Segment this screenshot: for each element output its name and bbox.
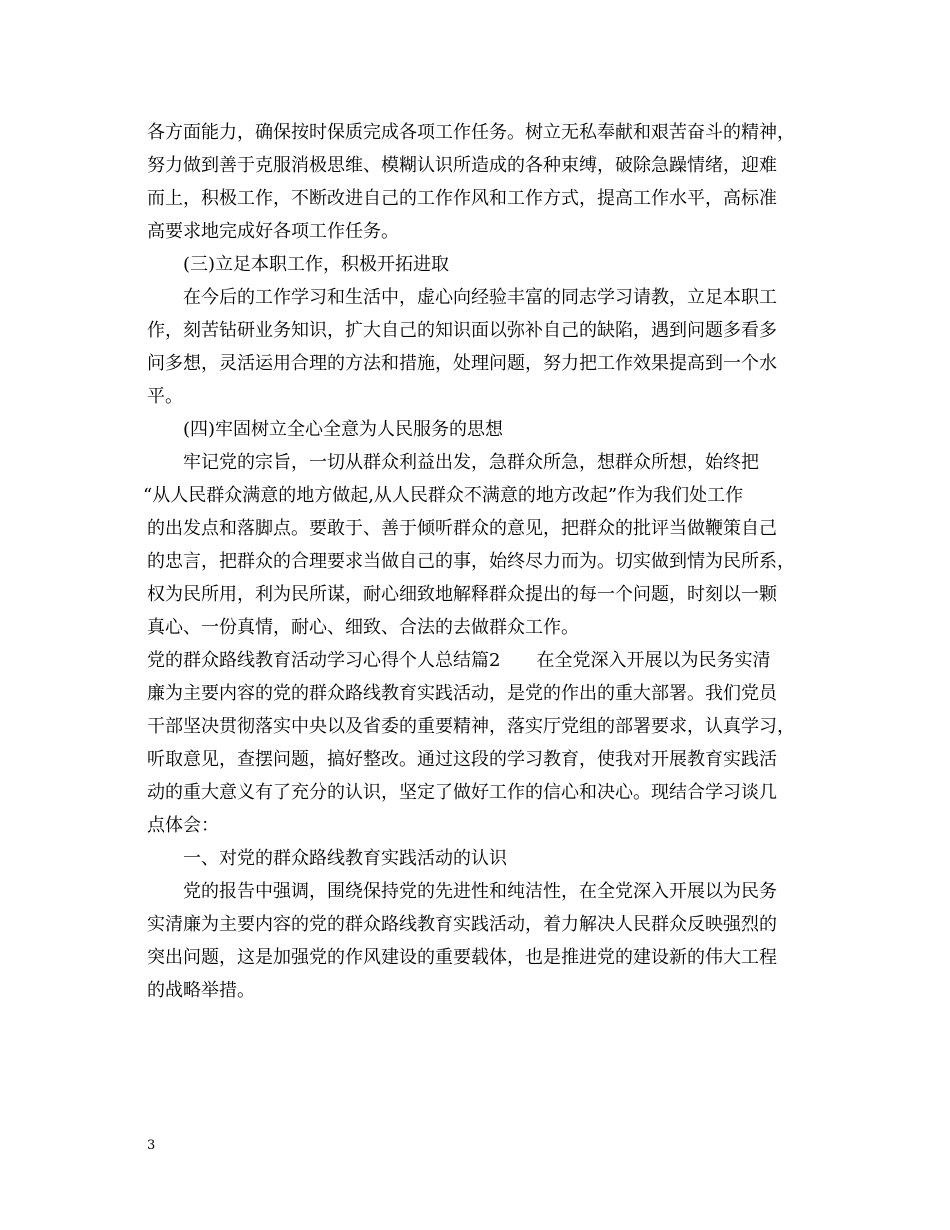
section-heading: 一、对党的群众路线教育实践活动的认识: [183, 848, 507, 869]
text-line: 突出问题，这是加强党的作风建设的重要载体，也是推进党的建设新的伟大工程: [147, 947, 777, 968]
text-line: 的忠言，把群众的合理要求当做自己的事，始终尽力而为。切实做到情为民所系，: [147, 551, 795, 572]
article-title-line: 党的群众路线教育活动学习心得个人总结篇2 在全党深入开展以为民务实清: [147, 650, 771, 671]
text-line: 在今后的工作学习和生活中，虚心向经验丰富的同志学习请教，立足本职工: [183, 287, 777, 308]
section-heading: (三)立足本职工作，积极开拓进取: [183, 254, 450, 275]
text-line: 牢记党的宗旨，一切从群众利益出发，急群众所急，想群众所想，始终把: [183, 452, 759, 473]
text-line: 干部坚决贯彻落实中央以及省委的重要精神，落实厅党组的部署要求，认真学习，: [147, 716, 795, 737]
text-line: 听取意见，查摆问题，搞好整改。通过这段的学习教育，使我对开展教育实践活: [147, 749, 777, 770]
text-line: 高要求地完成好各项工作任务。: [147, 221, 399, 242]
text-line: 廉为主要内容的党的群众路线教育实践活动，是党的作出的重大部署。我们党员: [147, 683, 777, 704]
page-number: 3: [147, 1138, 156, 1153]
text-line: 点体会：: [147, 815, 219, 836]
text-line: 问多想，灵活运用合理的方法和措施，处理问题，努力把工作效果提高到一个水: [147, 353, 777, 374]
text-line: 动的重大意义有了充分的认识，坚定了做好工作的信心和决心。现结合学习谈几: [147, 782, 777, 803]
text-line: 作，刻苦钻研业务知识，扩大自己的知识面以弥补自己的缺陷，遇到问题多看多: [147, 320, 777, 341]
text-line: 努力做到善于克服消极思维、模糊认识所造成的各种束缚，破除急躁情绪，迎难: [147, 155, 777, 176]
section-heading: (四)牢固树立全心全意为人民服务的思想: [183, 419, 504, 440]
text-line: 的战略举措。: [147, 980, 255, 1001]
text-line: 平。: [147, 386, 183, 407]
text-line: 真心、一份真情，耐心、细致、合法的去做群众工作。: [147, 617, 579, 638]
text-line: 的出发点和落脚点。要敢于、善于倾听群众的意见，把群众的批评当做鞭策自己: [147, 518, 777, 539]
text-line: 实清廉为主要内容的党的群众路线教育实践活动，着力解决人民群众反映强烈的: [147, 914, 777, 935]
text-line: 各方面能力，确保按时保质完成各项工作任务。树立无私奉献和艰苦奋斗的精神，: [147, 122, 795, 143]
text-line: “从人民群众满意的地方做起,从人民群众不满意的地方改起”作为我们处工作: [143, 485, 744, 506]
text-line: 党的报告中强调，围绕保持党的先进性和纯洁性，在全党深入开展以为民务: [183, 881, 777, 902]
text-line: 权为民所用，利为民所谋，耐心细致地解释群众提出的每一个问题，时刻以一颗: [147, 584, 777, 605]
text-line: 而上，积极工作，不断改进自己的工作作风和工作方式，提高工作水平，高标准: [147, 188, 777, 209]
